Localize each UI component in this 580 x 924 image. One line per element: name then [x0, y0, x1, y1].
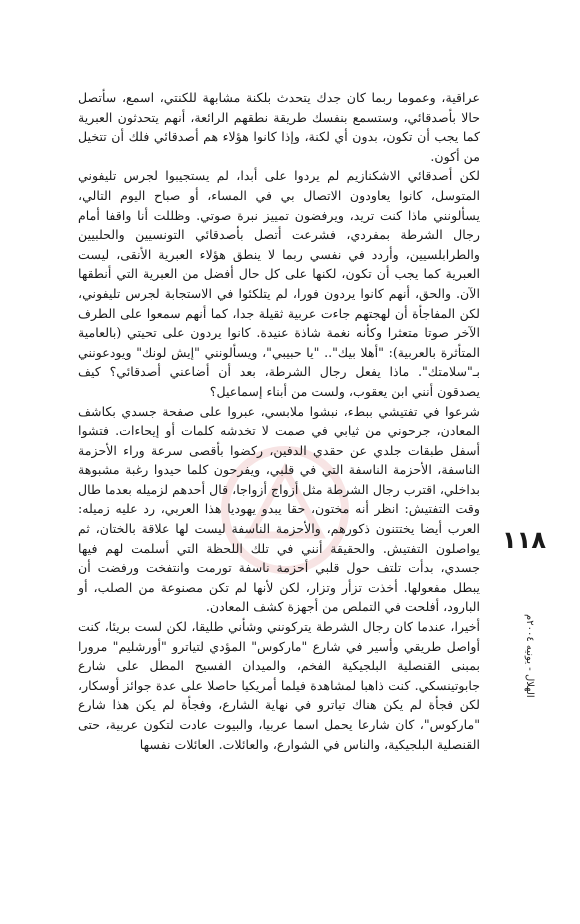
paragraph: أخيرا، عندما كان رجال الشرطة يتركونني وشأني طليقا، لكن لست بريئا، كنت أواصل طريقي وأسير في شارع "ماركوس" المؤدي لتياترو "أورشليم" مرورا بمبنى القنصلية البلجيكية الفخم، والميدان الفسيح المطل على شارع جابوتينسكي. كنت ذاهبا لمشاهدة فيلما أمريكيا حاصلا على عدة جوائز أوسكار، لكن فجأة لم يكن هناك تياترو في نهاية الشارع، وفجأة لم يكن هذا شارع "ماركوس"، كان شارعا يحمل اسما عربيا، والبيوت عادت لتكون عربية، حتى القنصلية البلجيكية، والناس في الشوارع، والعائلات. العائلات نفسها: [78, 619, 480, 752]
running-head: الهلال - يونيه ٢٠٠٤م: [524, 614, 535, 698]
article-body: [78, 88, 480, 754]
paragraph: عراقية، وعموما ربما كان جدك يتحدث بلكنة مشابهة للكنتي، اسمع، سأتصل حالا بأصدقائي، وستسمع بنفسك طريقة نطقهم الرائعة، أنهم يتحدثون العبرية كما يجب أن تكون، بدون أي لكنة، وإذا كانوا هؤلاء هم أصدقائي فلك أن تتخيل من أكون.: [78, 90, 480, 164]
paragraph: شرعوا في تفتيشي ببطء، نبشوا ملابسي، عبروا على صفحة جسدي بكاشف المعادن، جرحوني من ثيابي في صمت لا تخدشه كلمات أو إيحاءات. فتشوا أسفل طبقات جلدي عن حقدي الدفين، ركضوا بأقصى سرعة وراء الأحزمة الناسفة، الأحزمة الناسفة التي في قلبي، ويفرحون كلما حيدوا رغبة مشبوهة بداخلي، اقترب رجال الشرطة مثل أزواج أزواجا، قال أحدهم لزميله بعدما طال وقت التفتيش: انظر أنه مختون، حقا يبدو يهوديا هذا العربي، رد عليه زميله: العرب أيضا يختتنون ذكورهم، والأحزمة الناسفة ليست لها علاقة بالختان، ثم يواصلون التفتيش. والحقيقة أنني في تلك اللحظة التي أسلمت لهم فيها جسدي، بدأت تلتف حول قلبي أحزمة ناسفة تورمت وانتفخت ورفضت أن يبطل مفعولها. أخذت تزأر وتزار، لكن لأنها لم تكن مصنوعة من الصلب، أو البارود، أفلحت في التملص من أجهزة كشف المعادن.: [78, 403, 480, 615]
paragraph: لكن أصدقائي الاشكنازيم لم يردوا على أبدا، لم يستجيبوا لجرس تليفوني المتوسل، كانوا يعاودون الاتصال بي في المساء، أو صباح اليوم التالي، يسألونني ماذا كنت تريد، ويرفضون تمييز نبرة صوتي. وظللت أنا واقفا أمام رجال الشرطة بمفردي، فشرعت أتصل بأصدقائي التونسيين والحلبيين والطرابلسيين، وأردد في نفسي ربما لا ينطق هؤلاء العبرية الأنقى، ليست العبرية كما يجب أن تكون، لكنها على كل حال أفضل من العبرية التي أنطقها الآن. والحق، أنهم كانوا يردون فورا، لم يتلكئوا في الاستجابة لجرس تليفوني، لكن المفاجأة أن لهجتهم جاءت عربية ثقيلة جدا، كما أنهم سمعوا على الطرف الآخر صوتا متعثرا وكأنه نغمة شاذة عنيدة. كانوا يردون على تحيتي (بالعامية المتأثرة بالعربية): "أهلا بيك".. "يا حبيبي"، ويسألونني "إيش لونك" ويودعونني بـ"سلامتك". ماذا يفعل رجال الشرطة، بعد أن أضاعني أصدقائي؟ كيف يصدقون أنني ابن يعقوب، ولست من أبناء إسماعيل؟: [78, 168, 480, 399]
page-number: ١١٨: [502, 526, 546, 554]
